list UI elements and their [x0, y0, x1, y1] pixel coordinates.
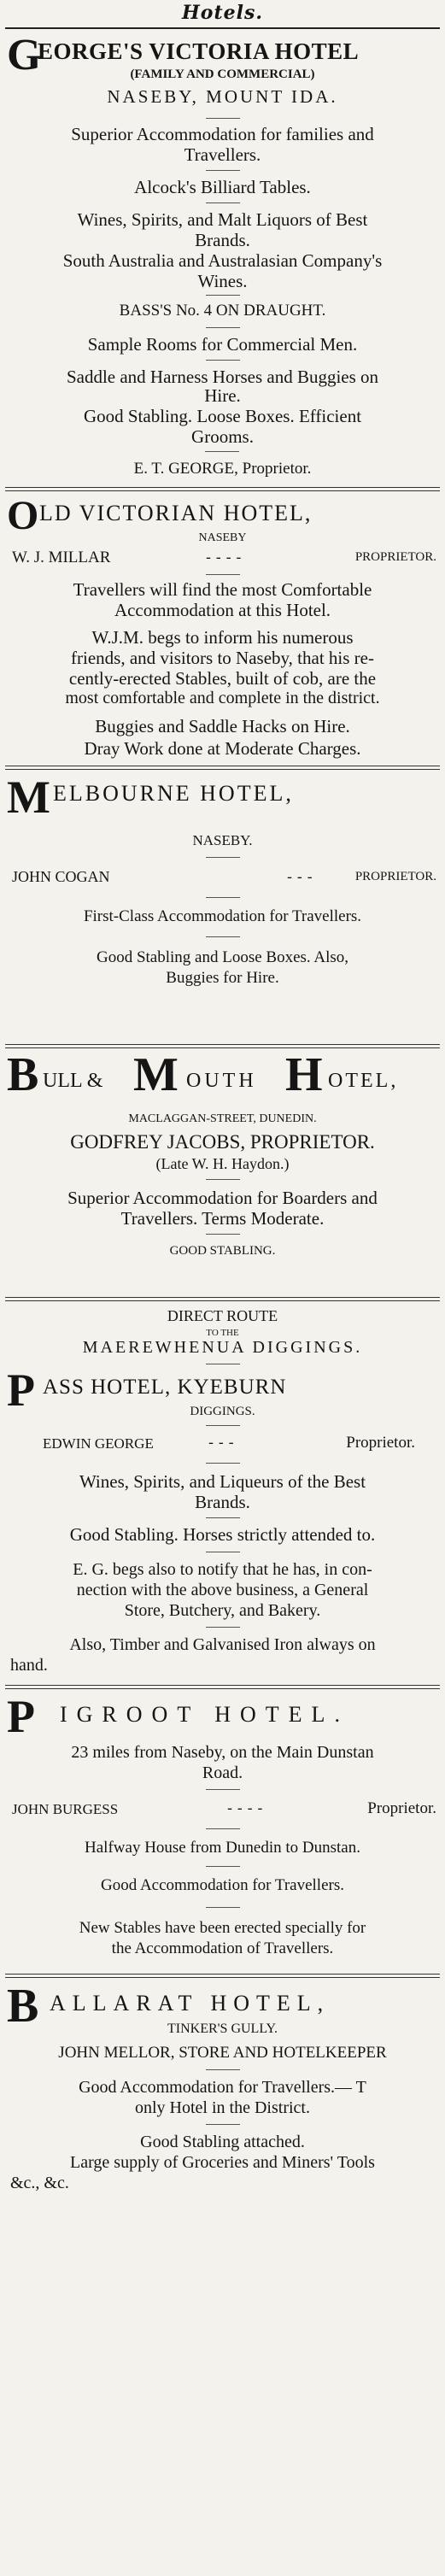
text-line: New Stables have been erected specially for [79, 1919, 366, 1937]
text-line: Road. [202, 1763, 243, 1782]
proprietor-name: W. J. MILLAR [12, 549, 111, 566]
direct-route: DIRECT ROUTE [167, 1307, 278, 1324]
text-line: Hire. [204, 385, 241, 406]
text-line: Travellers will find the most Comfortable [73, 579, 372, 600]
proprietor-line: GODFREY JACOBS, PROPRIETOR. [70, 1131, 375, 1153]
text-line: Large supply of Groceries and Miners' Tools [70, 2153, 375, 2172]
dropcap-b: B [7, 1048, 39, 1101]
proprietor-title: Proprietor. [367, 1799, 436, 1817]
divider [206, 1828, 240, 1829]
town: NASEBY. [192, 832, 253, 848]
name-part: OTEL, [328, 1070, 399, 1092]
divider [206, 574, 240, 575]
text-line: Travellers. [184, 144, 261, 165]
leader-dots: - - - - [206, 549, 242, 566]
text-line: Buggies for Hire. [166, 969, 279, 987]
text-line: Good Stabling attached. [140, 2133, 305, 2151]
text-line: Good Accommodation for Travellers. [101, 1876, 344, 1894]
location: NASEBY, MOUNT IDA. [107, 86, 338, 107]
leader-dots: - - - [208, 1434, 234, 1452]
divider [206, 1789, 240, 1790]
text-line: Dray Work done at Moderate Charges. [84, 738, 361, 759]
text-line: Brands. [195, 1492, 250, 1512]
hotel-name: IGROOT HOTEL. [60, 1702, 349, 1727]
divider [205, 451, 239, 452]
dropcap: P [7, 1364, 35, 1416]
proprietor-title: Proprietor. [346, 1434, 415, 1452]
address: MACLAGGAN-STREET, DUNEDIN. [128, 1112, 317, 1125]
text-line: &c., &c. [10, 2174, 69, 2192]
divider [206, 170, 240, 171]
text-line: BASS'S No. 4 ON DRAUGHT. [119, 302, 326, 320]
text-line: Good Stabling. Loose Boxes. Efficient [83, 406, 362, 426]
hotel-name: ALLARAT HOTEL, [50, 1991, 331, 2016]
leader-dots: - - - [287, 868, 313, 886]
dropcap: B [7, 1980, 39, 2033]
dropcap-m: M [133, 1048, 179, 1101]
text-line: only Hotel in the District. [135, 2098, 310, 2117]
dropcap: P [7, 1691, 35, 1742]
hotel-name: LD VICTORIAN HOTEL, [39, 501, 313, 525]
section-title: Hotels. [181, 2, 264, 24]
divider [206, 2069, 240, 2070]
text-line: Wines, Spirits, and Liqueurs of the Best [79, 1471, 366, 1492]
text-line: friends, and visitors to Naseby, that his re- [71, 648, 374, 668]
divider [206, 360, 240, 361]
dropcap: O [7, 493, 39, 538]
proprietor-title: PROPRIETOR. [354, 550, 436, 564]
text-line: Good Stabling and Loose Boxes. Also, [96, 948, 349, 966]
text-line: nection with the above business, a General [76, 1581, 369, 1599]
proprietor-line: JOHN MELLOR, STORE AND HOTELKEEPER [58, 2044, 387, 2062]
text-line: Wines, Spirits, and Malt Liquors of Best [77, 209, 368, 230]
hotel-name: ELBOURNE HOTEL, [53, 781, 294, 806]
divider [206, 857, 240, 858]
subtitle: (FAMILY AND COMMERCIAL) [130, 67, 315, 81]
divider [206, 1627, 240, 1628]
text-line: (Late W. H. Haydon.) [155, 1155, 290, 1172]
text-line: Good Stabling. Horses strictly attended to. [69, 1524, 376, 1545]
divider [206, 897, 240, 898]
text-line: the Accommodation of Travellers. [111, 1939, 334, 1957]
text-line: most comfortable and complete in the district. [65, 689, 380, 707]
hotel-name [5, 1048, 440, 1102]
text-line: Brands. [195, 230, 250, 250]
proprietor-name: JOHN BURGESS [12, 1801, 119, 1817]
text-line: First-Class Accommodation for Travellers. [83, 907, 362, 925]
text-line: Halfway House from Dunedin to Dunstan. [85, 1839, 360, 1857]
divider [206, 1517, 240, 1518]
divider [206, 1463, 240, 1464]
hotel-name: ASS HOTEL, KYEBURN [43, 1376, 287, 1399]
ad-melbourne-hotel [5, 769, 440, 1041]
text-line: Travellers. Terms Moderate. [120, 1208, 325, 1229]
subtitle: DIGGINGS. [190, 1405, 255, 1418]
text-line: Accommodation at this Hotel. [114, 600, 331, 620]
ad-bull-and-mouth-hotel [5, 1047, 440, 1294]
location: TINKER'S GULLY. [167, 2021, 278, 2036]
proprietor-name: EDWIN GEORGE [43, 1435, 154, 1452]
text-line: Grooms. [191, 426, 254, 447]
text-line: Superior Accommodation for families and [71, 124, 374, 144]
ad-georges-victoria-hotel [5, 30, 440, 410]
text-line: South Australia and Australasian Company's [62, 250, 383, 271]
text-line: W.J.M. begs to inform his numerous [91, 627, 354, 648]
proprietor-line: E. T. GEORGE, Proprietor. [133, 460, 312, 478]
name-part: ULL & [43, 1070, 103, 1092]
divider [206, 936, 240, 937]
title-rule [5, 27, 440, 29]
town: NASEBY [198, 531, 247, 544]
divider [206, 1179, 240, 1180]
text-line: Superior Accommodation for Boarders and [67, 1188, 378, 1208]
dropcap: M [7, 772, 50, 823]
text-line: Alcock's Billiard Tables. [134, 177, 311, 197]
to-the: TO THE [206, 1328, 239, 1338]
divider [206, 2124, 240, 2125]
divider [206, 118, 240, 119]
divider [206, 1234, 240, 1235]
text-line: cently-erected Stables, built of cob, are the [68, 668, 377, 689]
text-line: GOOD STABLING. [169, 1244, 276, 1258]
proprietor-name: JOHN COGAN [12, 868, 110, 885]
leader-dots: - - - - [227, 1799, 263, 1817]
hotel-name: EORGE'S VICTORIA HOTEL [38, 38, 360, 64]
ad-ballarat-hotel [5, 1977, 440, 2199]
text-line: hand. [10, 1656, 48, 1675]
divider [206, 1425, 240, 1426]
divider [206, 327, 240, 328]
dropcap-h: H [285, 1048, 323, 1101]
text-line: Saddle and Harness Horses and Buggies on [66, 367, 379, 387]
text-line: E. G. begs also to notify that he has, in con- [73, 1560, 372, 1579]
text-line: Store, Butchery, and Bakery. [124, 1601, 321, 1620]
divider [206, 202, 240, 203]
text-line: Buggies and Saddle Hacks on Hire. [95, 716, 350, 736]
proprietor-title: PROPRIETOR. [354, 870, 436, 883]
divider [206, 1907, 240, 1908]
text-line: 23 miles from Naseby, on the Main Dunstan [71, 1743, 374, 1762]
divider [206, 1866, 240, 1867]
text-line: Also, Timber and Galvanised Iron always on [69, 1635, 376, 1654]
diggings-name: MAEREWHENUA DIGGINGS. [82, 1338, 363, 1357]
text-line: Wines. [197, 271, 248, 291]
dropcap: G [7, 31, 42, 79]
text-line: Sample Rooms for Commercial Men. [87, 334, 358, 355]
divider [206, 295, 240, 296]
name-part: OUTH [186, 1070, 257, 1092]
text-line: Good Accommodation for Travellers.— T [79, 2078, 366, 2097]
